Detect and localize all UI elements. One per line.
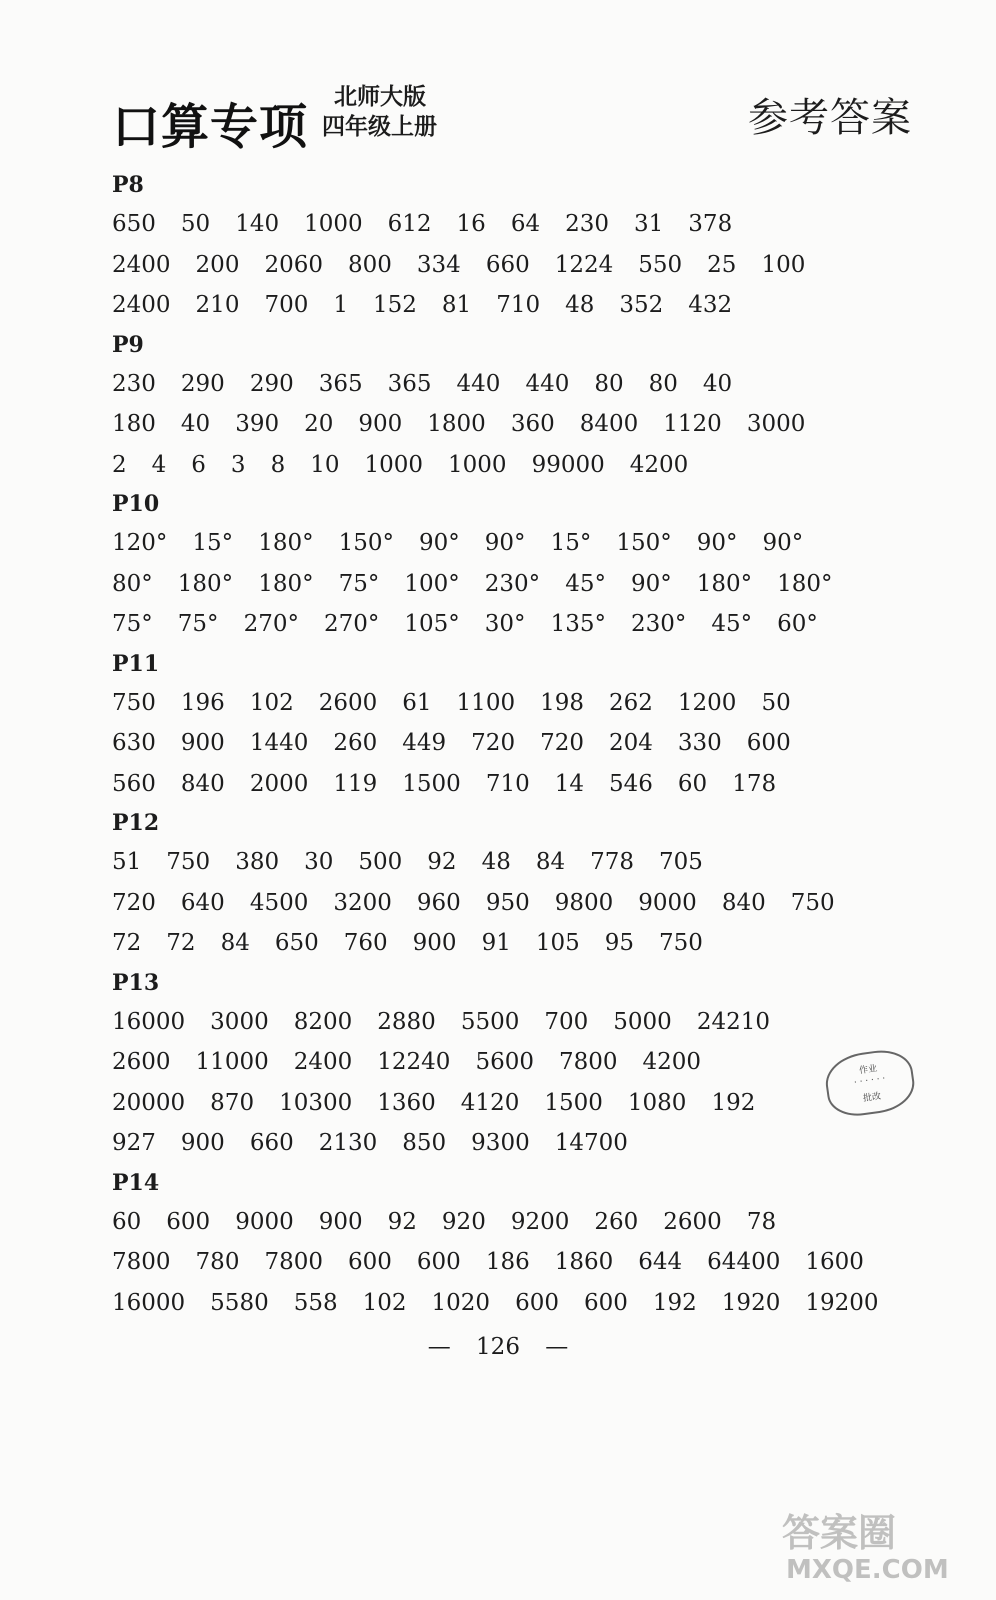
answer-value: 230 [565, 211, 610, 237]
answer-value: 600 [583, 1289, 628, 1316]
answer-value: 1920 [721, 1289, 781, 1316]
answer-row [112, 1283, 932, 1324]
page-number-value: 126 [476, 1334, 520, 1360]
answer-value: 644 [638, 1249, 683, 1275]
answer-row [112, 364, 932, 405]
answer-value: 84 [220, 930, 250, 956]
answer-value: 230° [630, 611, 687, 637]
answer-value: 1000 [448, 451, 507, 478]
answer-value: 102 [249, 689, 294, 716]
edition-publisher: 北师大版 [334, 84, 426, 110]
section-title: P13 [112, 969, 160, 996]
answer-row [112, 723, 932, 764]
page-dash-right: — [545, 1334, 569, 1360]
answer-value: 7800 [264, 1249, 323, 1275]
answer-row [112, 683, 932, 724]
answer-value: 840 [180, 770, 225, 797]
answer-value: 2130 [318, 1130, 378, 1156]
answer-value: 2000 [249, 770, 309, 797]
answer-value: 1120 [663, 411, 722, 437]
answer-value: 352 [619, 292, 664, 318]
answer-value: 210 [195, 292, 240, 318]
answer-value: 760 [343, 930, 388, 956]
answer-value: 1440 [249, 730, 309, 756]
answer-value: 546 [609, 770, 653, 797]
section-title: P10 [112, 491, 160, 517]
answer-value: 100° [404, 570, 460, 597]
answer-value: 180° [696, 570, 753, 597]
answer-row [112, 764, 932, 805]
answer-value: 440 [525, 370, 570, 397]
answer-value: 9000 [235, 1208, 294, 1235]
answer-value: 960 [416, 889, 461, 916]
answer-value: 7800 [112, 1249, 171, 1275]
answer-value: 600 [416, 1249, 461, 1275]
answer-value: 24210 [696, 1008, 770, 1035]
answer-value: 92 [427, 849, 457, 875]
answer-value: 700 [544, 1008, 589, 1035]
answer-value: 16000 [112, 1289, 186, 1316]
answer-value: 5600 [475, 1049, 534, 1075]
answer-value: 15° [550, 530, 592, 556]
section-title: P9 [112, 331, 144, 358]
answer-value: 550 [638, 251, 683, 278]
answer-value: 900 [180, 1130, 225, 1156]
answer-value: 50 [180, 211, 211, 237]
answer-value: 5000 [613, 1008, 672, 1035]
answer-value: 900 [180, 730, 225, 756]
answer-value: 150° [616, 530, 672, 556]
answer-value: 10 [310, 451, 340, 478]
answer-value: 60 [677, 770, 708, 797]
answer-value: 1600 [805, 1249, 864, 1275]
answer-value: 102 [362, 1289, 407, 1316]
answer-value: 2400 [112, 292, 171, 318]
answer-row [112, 1083, 932, 1124]
answer-value: 365 [318, 370, 363, 397]
answer-row [112, 842, 932, 883]
answer-value: 91 [481, 930, 511, 956]
answer-value: 40 [702, 370, 733, 397]
answer-value: 64 [510, 211, 541, 237]
answer-value: 99000 [531, 451, 605, 478]
answer-value: 8400 [579, 411, 639, 437]
answer-value: 330 [677, 730, 722, 756]
answer-value: 20 [304, 411, 334, 437]
answer-value: 334 [416, 251, 461, 278]
answer-value: 720 [471, 730, 516, 756]
answer-value: 432 [688, 292, 733, 318]
answer-value: 3000 [210, 1008, 269, 1035]
watermark-logo [776, 1496, 976, 1586]
answer-value: 178 [732, 770, 777, 797]
answer-value: 900 [412, 930, 457, 956]
answer-value: 84 [535, 849, 566, 875]
answer-value: 900 [358, 411, 403, 437]
svg-text:答案圈: 答案圈 [782, 1511, 897, 1555]
answer-value: 60 [112, 1208, 142, 1235]
answer-value: 1860 [554, 1249, 614, 1275]
answer-value: 720 [112, 889, 156, 916]
answer-value: 2060 [264, 251, 323, 278]
answer-value: 640 [180, 889, 225, 916]
answer-value: 20000 [112, 1089, 186, 1116]
answer-value: 1080 [627, 1089, 687, 1116]
answer-value: 2 [112, 451, 127, 478]
answer-value: 3000 [746, 411, 806, 437]
answer-value: 870 [210, 1089, 255, 1116]
answer-value: 780 [195, 1249, 240, 1275]
answer-value: 152 [373, 292, 417, 318]
answer-value: 612 [387, 211, 432, 237]
answer-value: 31 [634, 211, 664, 237]
answer-row [112, 204, 932, 245]
answer-value: 100 [761, 251, 806, 278]
answer-value: 90° [630, 570, 672, 597]
answer-value: 180° [258, 570, 314, 597]
answer-value: 260 [333, 730, 378, 756]
answer-value: 51 [112, 849, 142, 875]
answer-value: 180° [258, 530, 314, 556]
answer-value: 192 [652, 1289, 697, 1316]
answer-value: 4200 [629, 451, 689, 478]
answer-value: 710 [496, 292, 541, 318]
answer-row [112, 923, 932, 964]
answer-value: 90° [419, 530, 460, 556]
answer-value: 15° [192, 530, 234, 556]
answer-value: 360 [510, 411, 555, 437]
answer-value: 80 [594, 370, 624, 397]
answer-value: 6 [191, 451, 206, 478]
answer-value: 180° [177, 570, 234, 597]
answer-value: 50 [761, 689, 791, 716]
answer-value: 16 [456, 211, 486, 237]
answer-value: 560 [112, 770, 156, 797]
answer-value: 650 [112, 211, 156, 237]
section-title: P11 [112, 650, 160, 677]
answer-value: 1 [333, 292, 348, 318]
answer-value: 75° [177, 611, 219, 637]
answer-value: 78 [746, 1208, 777, 1235]
answer-value: 204 [608, 730, 653, 756]
answer-value: 60° [777, 611, 818, 637]
answer-value: 850 [402, 1130, 447, 1156]
answer-value: 1020 [431, 1289, 491, 1316]
answer-value: 270° [323, 611, 380, 637]
answer-value: 1100 [456, 689, 516, 716]
answer-value: 230 [112, 370, 156, 397]
answer-value: 3200 [333, 889, 392, 916]
answer-row [112, 1123, 932, 1164]
answer-value: 80° [112, 570, 153, 597]
answer-list [112, 166, 932, 1323]
answer-value: 600 [166, 1208, 211, 1235]
answer-value: 105 [535, 930, 580, 956]
answer-value: 600 [746, 730, 791, 756]
answer-value: 600 [515, 1289, 559, 1316]
answer-value: 5580 [210, 1289, 269, 1316]
answer-value: 3 [230, 451, 246, 478]
answer-value: 710 [485, 770, 530, 797]
answer-row [112, 1242, 932, 1283]
answer-value: 198 [540, 689, 584, 716]
page-number [0, 1334, 996, 1360]
book-title: 口算专项 [112, 99, 309, 155]
answer-value: 135° [550, 611, 606, 637]
answer-value: 30° [484, 611, 526, 637]
answer-row [112, 523, 932, 564]
answer-value: 660 [249, 1130, 294, 1156]
answer-value: 80 [648, 370, 678, 397]
answer-value: 9000 [638, 889, 697, 916]
answer-value: 2400 [112, 251, 171, 278]
answer-value: 750 [166, 849, 211, 875]
edition-label [322, 82, 437, 142]
section-title: P12 [112, 810, 160, 836]
answer-value: 119 [333, 770, 378, 797]
answer-value: 600 [348, 1249, 392, 1275]
page-dash-left: — [427, 1334, 451, 1360]
answer-value: 7800 [558, 1049, 618, 1075]
answer-value: 1224 [554, 251, 614, 278]
answer-value: 16000 [112, 1008, 186, 1035]
answer-value: 61 [402, 689, 432, 716]
answer-value: 1500 [402, 770, 461, 797]
answer-value: 1000 [304, 211, 363, 237]
answer-value: 192 [711, 1089, 756, 1116]
answer-value: 105° [404, 611, 460, 637]
answer-value: 200 [195, 251, 240, 278]
answer-value: 800 [348, 251, 392, 278]
answer-value: 14700 [554, 1130, 628, 1156]
answer-value: 9800 [554, 889, 614, 916]
answer-value: 140 [235, 211, 280, 237]
answer-value: 500 [358, 849, 403, 875]
answer-row [112, 285, 932, 326]
answer-value: 840 [721, 889, 766, 916]
answer-value: 290 [180, 370, 225, 397]
answer-value: 8 [270, 451, 286, 478]
section-title: P8 [112, 172, 144, 198]
answer-value: 48 [565, 292, 595, 318]
answer-row [112, 404, 932, 445]
edition-grade: 四年级上册 [322, 114, 437, 140]
answer-value: 230° [484, 570, 541, 597]
answer-value: 440 [456, 370, 501, 397]
answer-value: 720 [540, 730, 584, 756]
answer-value: 380 [235, 849, 280, 875]
answer-value: 705 [659, 849, 703, 875]
answer-value: 290 [249, 370, 294, 397]
answer-value: 180 [112, 411, 156, 437]
answer-value: 750 [790, 889, 835, 916]
answer-value: 2400 [293, 1049, 353, 1075]
answer-value: 40 [180, 411, 211, 437]
answer-value: 449 [402, 730, 447, 756]
answer-row [112, 564, 932, 605]
answer-value: 1200 [677, 689, 737, 716]
answer-value: 5500 [460, 1008, 520, 1035]
answer-value: 2600 [112, 1049, 171, 1075]
answer-value: 8200 [293, 1008, 353, 1035]
answer-value: 11000 [195, 1049, 269, 1075]
answer-value: 558 [293, 1289, 338, 1316]
answer-value: 4500 [249, 889, 309, 916]
answer-value: 262 [609, 689, 653, 716]
answer-value: 900 [318, 1208, 363, 1235]
answer-value: 700 [264, 292, 309, 318]
answer-value: 630 [112, 730, 156, 756]
answer-row [112, 1042, 932, 1083]
answer-row [112, 1002, 932, 1043]
answer-value: 10300 [279, 1089, 353, 1116]
answer-value: 260 [594, 1208, 639, 1235]
answer-value: 927 [112, 1130, 156, 1156]
answer-value: 1800 [427, 411, 486, 437]
answer-value: 650 [274, 930, 319, 956]
answer-value: 64400 [707, 1249, 781, 1275]
answer-value: 750 [659, 930, 703, 956]
answer-value: 390 [235, 411, 280, 437]
answer-value: 120° [112, 530, 168, 556]
answers-title: 参考答案 [748, 95, 912, 141]
answer-row [112, 883, 932, 924]
answer-value: 4120 [460, 1089, 520, 1116]
answer-value: 378 [688, 211, 733, 237]
answer-value: 14 [554, 770, 584, 797]
answer-value: 778 [590, 849, 635, 875]
answer-value: 2880 [377, 1008, 436, 1035]
answer-value: 2600 [318, 689, 378, 716]
answer-value: 180° [777, 570, 833, 597]
answer-value: 90° [696, 530, 738, 556]
answer-value: 1500 [544, 1089, 603, 1116]
answer-value: 950 [485, 889, 530, 916]
answer-row [112, 1202, 932, 1243]
answer-value: 1000 [364, 451, 424, 478]
answer-value: 75° [112, 611, 153, 637]
answer-value: 48 [481, 849, 511, 875]
answer-row [112, 445, 932, 486]
answer-value: 25 [707, 251, 737, 278]
answer-value: 45° [711, 611, 753, 637]
answer-value: 90° [484, 530, 526, 556]
answer-value: 75° [338, 570, 380, 597]
answer-value: 45° [565, 570, 606, 597]
answer-value: 12240 [377, 1049, 451, 1075]
answer-value: 150° [338, 530, 394, 556]
answer-value: 2600 [663, 1208, 722, 1235]
answer-value: 1360 [377, 1089, 436, 1116]
answer-value: 270° [243, 611, 299, 637]
answer-value: 72 [166, 930, 196, 956]
answer-value: 9300 [471, 1130, 530, 1156]
section-title: P14 [112, 1169, 160, 1196]
answer-value: 95 [604, 930, 635, 956]
answer-value: 30 [304, 849, 334, 875]
answer-value: 9200 [510, 1208, 570, 1235]
answer-value: 72 [112, 930, 142, 956]
svg-text:MXQE.COM: MXQE.COM [786, 1555, 949, 1585]
answer-value: 196 [180, 689, 225, 716]
answer-value: 19200 [805, 1289, 879, 1316]
stamp-seal: 作业 · · · · · · 批改 [822, 1046, 918, 1120]
answer-value: 4 [151, 451, 167, 478]
answer-value: 365 [387, 370, 432, 397]
answer-value: 92 [387, 1208, 417, 1235]
answer-value: 750 [112, 689, 156, 716]
answer-value: 90° [762, 530, 804, 556]
answer-row [112, 604, 932, 645]
answer-value: 920 [441, 1208, 486, 1235]
answer-value: 660 [485, 251, 530, 278]
answer-value: 186 [485, 1249, 530, 1275]
answer-row [112, 245, 932, 286]
answer-value: 4200 [642, 1049, 702, 1075]
page-header [112, 78, 912, 155]
answer-value: 81 [441, 292, 472, 318]
